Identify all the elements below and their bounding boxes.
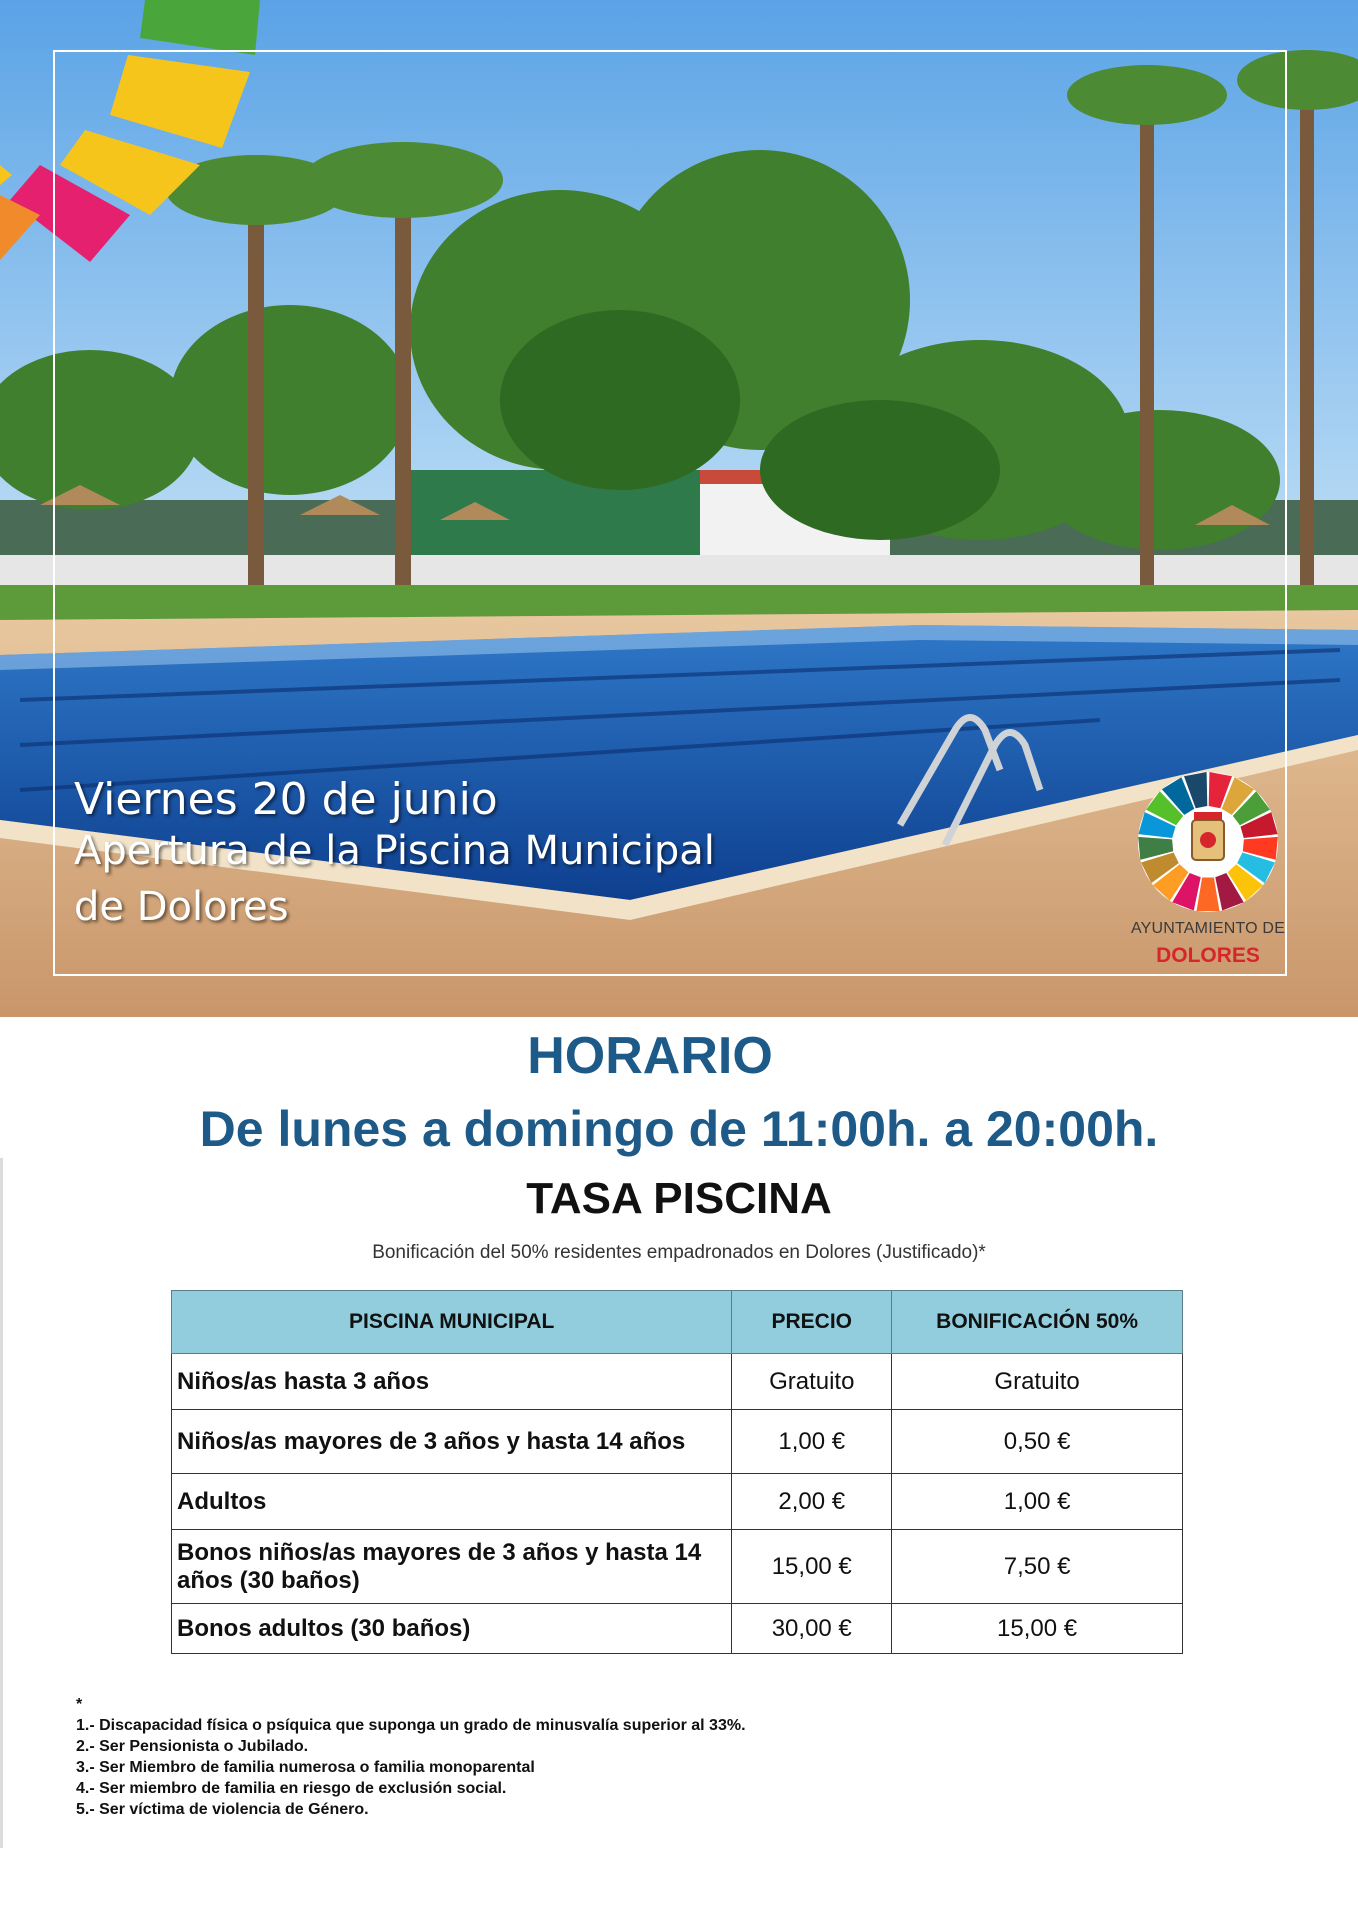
hero-date: Viernes 20 de junio — [74, 774, 498, 825]
row-name: Niños/as hasta 3 años — [172, 1354, 732, 1410]
row-discount: 1,00 € — [892, 1474, 1183, 1530]
row-price: 30,00 € — [732, 1604, 892, 1654]
header-discount: BONIFICACIÓN 50% — [892, 1291, 1183, 1354]
footnote-item: 1.- Discapacidad física o psíquica que suponga un grado de minusvalía superior al 33%. — [76, 1717, 746, 1734]
table-row — [172, 1604, 1183, 1654]
hero-title: Apertura de la Piscina Municipal — [74, 828, 715, 874]
table-row — [172, 1410, 1183, 1474]
footnote-item: 4.- Ser miembro de familia en riesgo de exclusión social. — [76, 1780, 507, 1797]
footnote-item: 2.- Ser Pensionista o Jubilado. — [76, 1738, 309, 1755]
logo-line-2: DOLORES — [1156, 944, 1260, 967]
row-name: Bonos niños/as mayores de 3 años y hasta 14 años (30 baños) — [172, 1530, 732, 1604]
table-row — [172, 1354, 1183, 1410]
table-header-row — [172, 1291, 1183, 1354]
left-margin-line — [0, 1158, 3, 1848]
fees-title: TASA PISCINA — [526, 1174, 832, 1223]
sdg-wheel-icon — [1120, 768, 1296, 918]
schedule-title: HORARIO — [527, 1027, 773, 1085]
row-discount: 7,50 € — [892, 1530, 1183, 1604]
footnote-item: 3.- Ser Miembro de familia numerosa o familia monoparental — [76, 1759, 535, 1776]
row-price: 2,00 € — [732, 1474, 892, 1530]
row-price: 1,00 € — [732, 1410, 892, 1474]
row-name: Adultos — [172, 1474, 732, 1530]
hero-subtitle: de Dolores — [74, 884, 289, 930]
fees-table — [171, 1290, 1183, 1654]
header-pool: PISCINA MUNICIPAL — [172, 1291, 732, 1354]
table-row — [172, 1474, 1183, 1530]
footnote-item: 5.- Ser víctima de violencia de Género. — [76, 1801, 369, 1818]
table-row — [172, 1530, 1183, 1604]
row-discount: Gratuito — [892, 1354, 1183, 1410]
row-discount: 0,50 € — [892, 1410, 1183, 1474]
row-name: Niños/as mayores de 3 años y hasta 14 años — [172, 1410, 732, 1474]
fees-subtitle: Bonificación del 50% residentes empadronados en Dolores (Justificado)* — [372, 1242, 986, 1263]
logo-line-1: AYUNTAMIENTO DE — [1130, 920, 1286, 937]
row-price: 15,00 € — [732, 1530, 892, 1604]
row-price: Gratuito — [732, 1354, 892, 1410]
header-price: PRECIO — [732, 1291, 892, 1354]
footnotes — [76, 1694, 746, 1820]
ayuntamiento-logo — [1120, 768, 1296, 978]
footnote-asterisk: * — [76, 1696, 83, 1713]
row-discount: 15,00 € — [892, 1604, 1183, 1654]
row-name: Bonos adultos (30 baños) — [172, 1604, 732, 1654]
schedule-hours: De lunes a domingo de 11:00h. a 20:00h. — [199, 1101, 1159, 1157]
